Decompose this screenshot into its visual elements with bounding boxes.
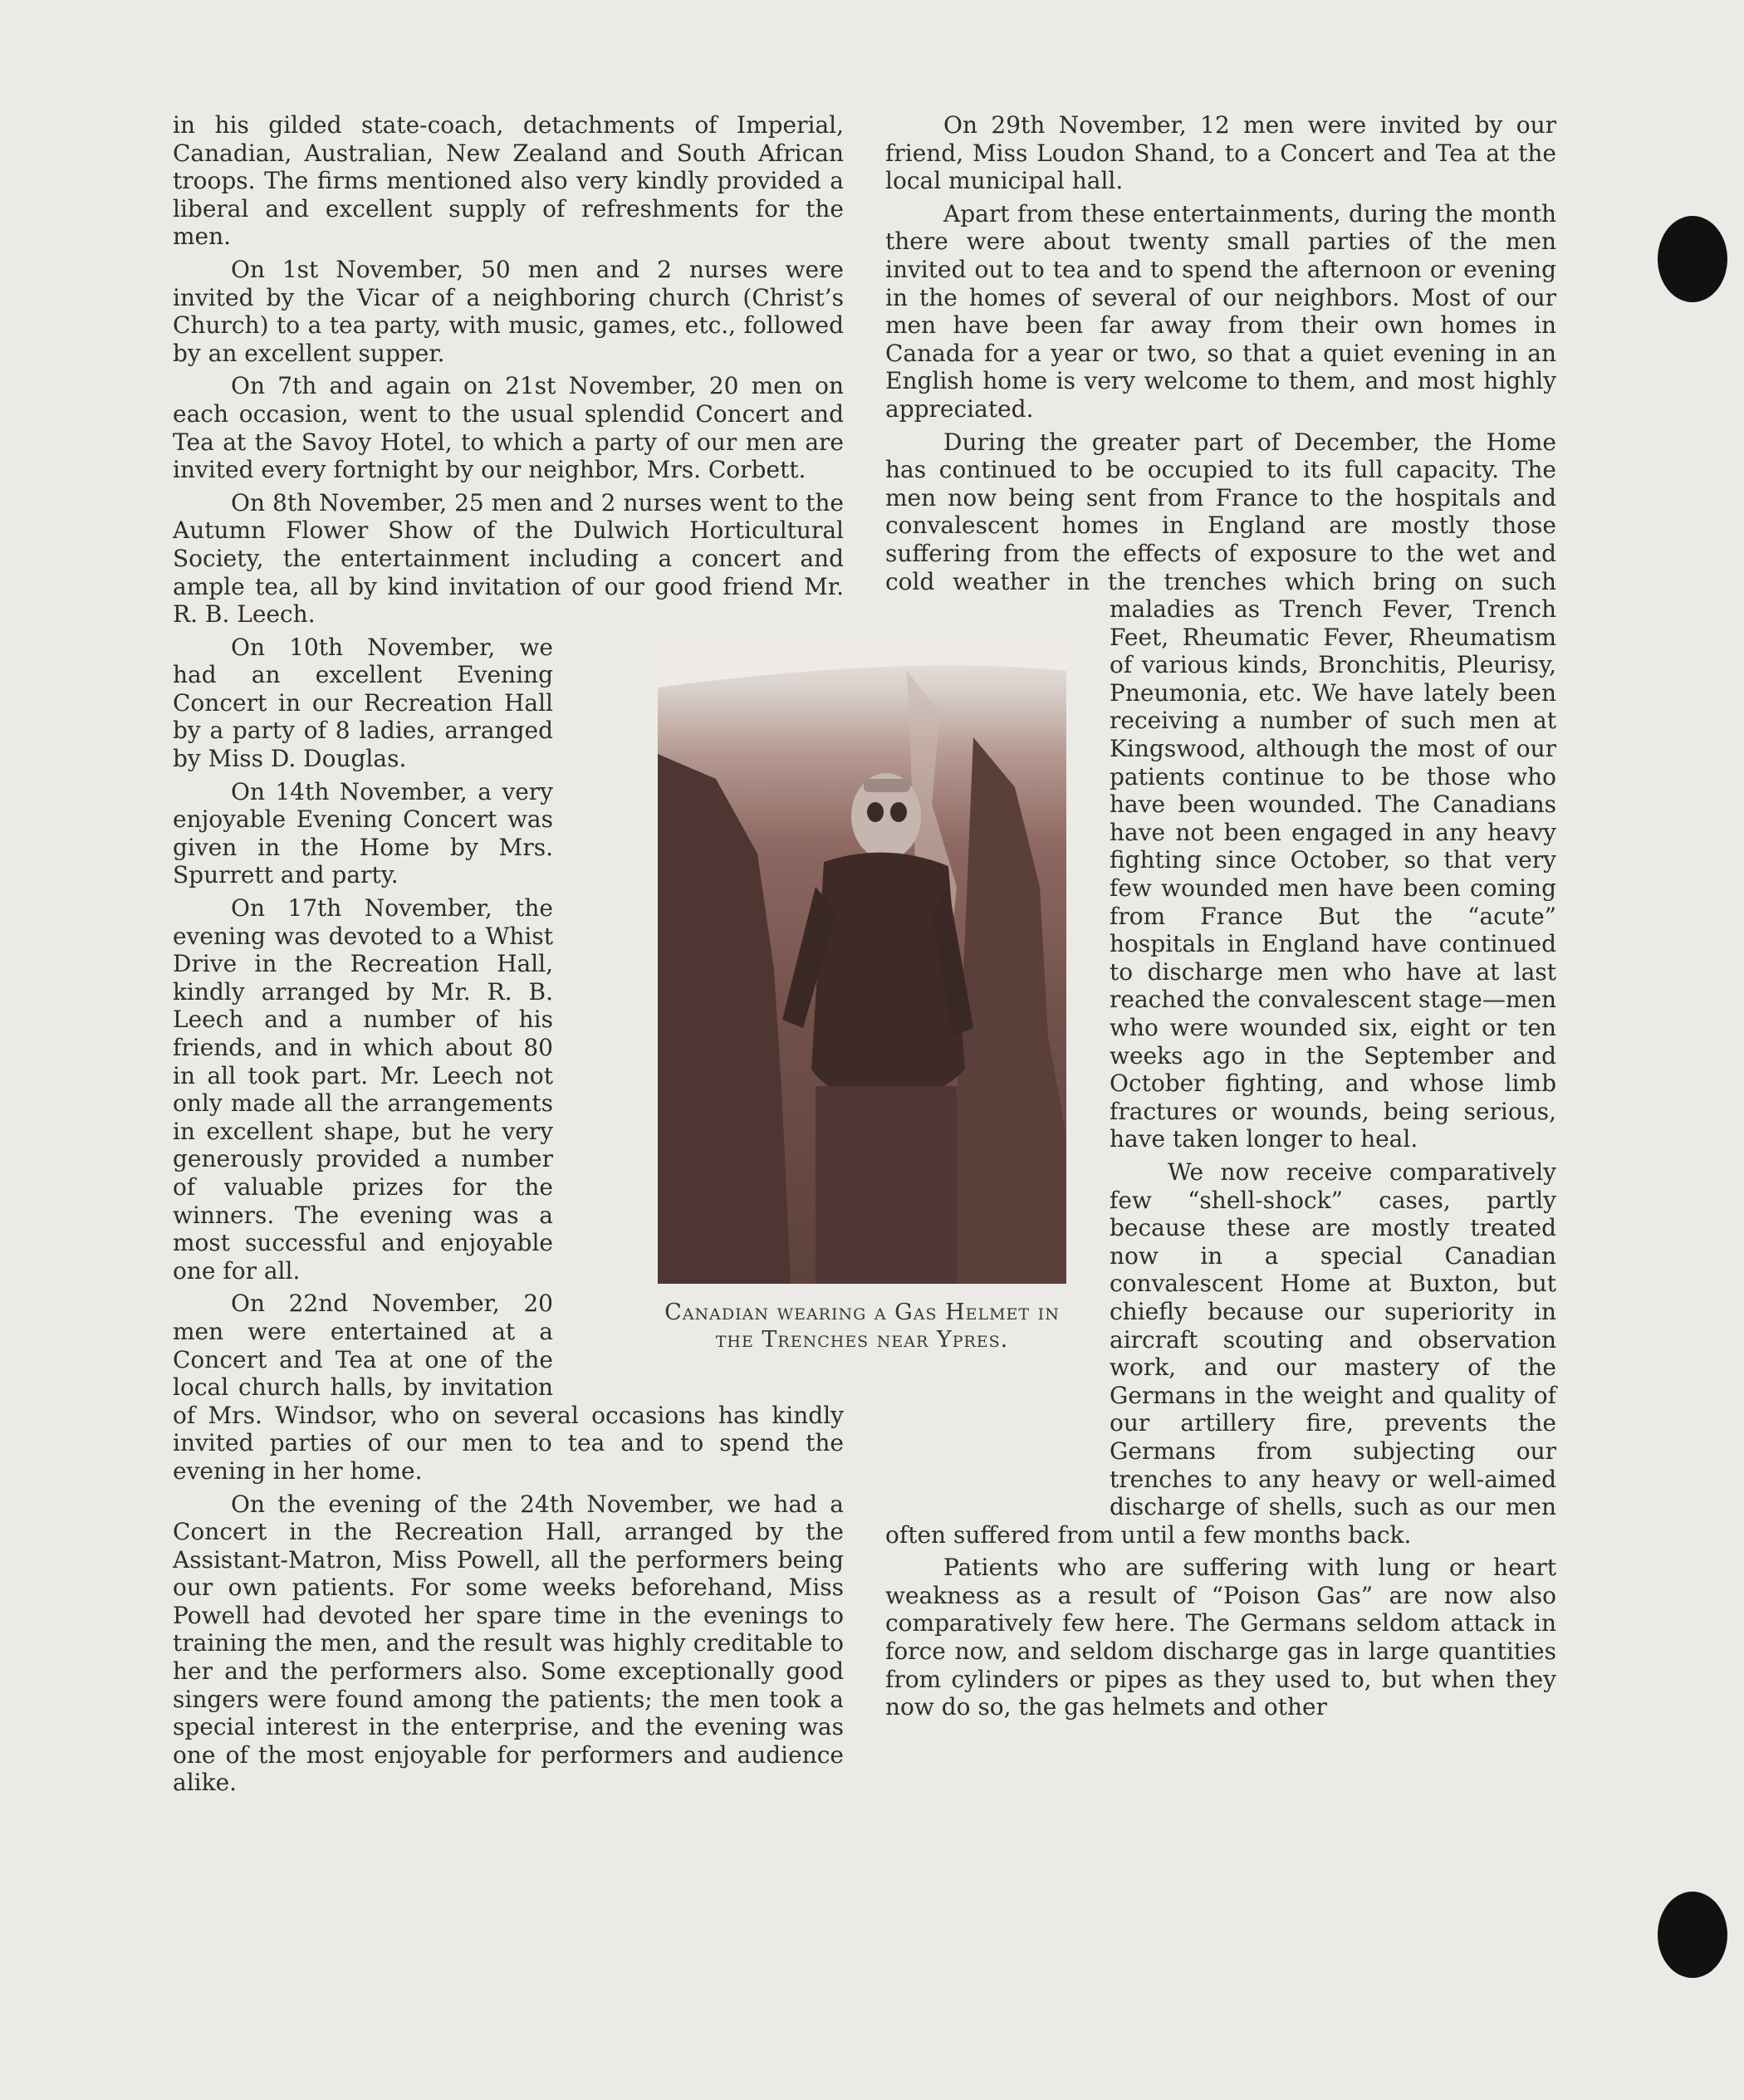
- paragraph: On 10th November, we had an excellent Evening Concert in our Recreation Hall by a party of 8 ladies, arranged by Miss D. Douglas.: [173, 633, 553, 773]
- punch-hole: [1658, 216, 1727, 302]
- paragraph: Apart from these entertainments, during the month there were about twenty small parties of the men invited out to tea and to spend the afternoon or evening in the homes of several of our neighbors. Most of our men have been far away from their own homes in Canada for a year or two, so that a quiet evening in an English home is very welcome to them, and most highly appreciated.: [885, 199, 1556, 423]
- paragraph: During the greater part of December, the Home has continued to be occupied to its full capacity. The men now being sent from France to the hospitals and convalescent homes in England are mostly those suffering from the effects of exposure to the wet and cold weather in the trenches which bring on such maladies as Trench Fever, Trench Feet, Rheumatic Fever, Rheumatism of various kinds, Bronchitis, Pleurisy, Pneumonia, etc. We have lately been receiving a number of such men at Kingswood, although the most of our patients continue to be those who have been wounded. The Canadians have not been engaged in any heavy fighting since October, so that very few wounded men have been coming from France But the “acute” hospitals in England have continued to discharge men who have at last reached the convalescent stage—men who were wounded six, eight or ten weeks ago in the September and October fighting, and whose limb fractures or wounds, being serious, have taken longer to heal.: [885, 428, 1556, 1153]
- paragraph: Patients who are suffering with lung or heart weakness as a result of “Poison Gas” are now also comparatively few here. The Germans seldom attack in force now, and seldom discharge gas in large quantities from cylinders or pipes as they used to, but when they now do so, the gas helmets and other: [885, 1554, 1556, 1721]
- photo-caption: Canadian wearing a Gas Helmet in the Trenches near Ypres.: [664, 1300, 1060, 1353]
- paragraph: On 8th November, 25 men and 2 nurses went to the Autumn Flower Show of the Dulwich Horticultural Society, the entertainment including a concert and ample tea, all by kind invitation of our good friend Mr. R. B. Leech.: [173, 488, 844, 629]
- photo-figure: [658, 638, 1066, 1353]
- paragraph: in his gilded state-coach, detachments of Imperial, Canadian, Australian, New Zealand and South African troops. The firms mentioned also very kindly provided a liberal and excellent supply of refreshments for the men.: [173, 111, 844, 251]
- trench-photo-illustration: [658, 638, 1066, 1284]
- paragraph: On 14th November, a very enjoyable Evening Concert was given in the Home by Mrs. Spurrett and party.: [173, 777, 553, 889]
- trench-photo: [658, 638, 1066, 1284]
- paragraph: On 1st November, 50 men and 2 nurses were invited by the Vicar of a neighboring church (Christ’s Church) to a tea party, with music, games, etc., followed by an excellent supper.: [173, 255, 844, 367]
- paragraph: On 7th and again on 21st November, 20 men on each occasion, went to the usual splendid Concert and Tea at the Savoy Hotel, to which a party of our men are invited every fortnight by our neighbor, Mrs. Corbett.: [173, 372, 844, 484]
- paragraph: On 29th November, 12 men were invited by our friend, Miss Loudon Shand, to a Concert and Tea at the local municipal hall.: [885, 111, 1556, 195]
- punch-hole: [1658, 1892, 1727, 1978]
- paragraph: On the evening of the 24th November, we had a Concert in the Recreation Hall, arranged by the Assistant-Matron, Miss Powell, all the performers being our own patients. For some weeks beforehand, Miss Powell had devoted her spare time in the evenings to training the men, and the result was highly creditable to her and the performers also. Some exceptionally good singers were found among the patients; the men took a special interest in the enterprise, and the evening was one of the most enjoyable for performers and audience alike.: [173, 1490, 844, 1797]
- paragraph: On 17th November, the evening was devoted to a Whist Drive in the Recreation Hall, kindly arranged by Mr. R. B. Leech and a number of his friends, and in which about 80 in all took part. Mr. Leech not only made all the arrangements in excellent shape, but he very generously provided a number of valuable prizes for the winners. The evening was a most successful and enjoyable one for all.: [173, 894, 553, 1285]
- paragraph: We now receive comparatively few “shell-shock” cases, partly because these are mostly treated now in a special Canadian convalescent Home at Buxton, but chiefly because our superiority in aircraft scouting and observation work, and our mastery of the Germans in the weight and quality of our artillery fire, prevents the Germans from subjecting our trenches to any heavy or well-aimed discharge of shells, such as our men often suffered from until a few months back.: [885, 1158, 1556, 1549]
- paragraph: On 22nd November, 20 men were entertained at a Concert and Tea at one of the local church halls, by invitation of Mrs. Windsor, who on several occasions has kindly invited parties of our men to tea and to spend the evening in her home.: [173, 1290, 844, 1485]
